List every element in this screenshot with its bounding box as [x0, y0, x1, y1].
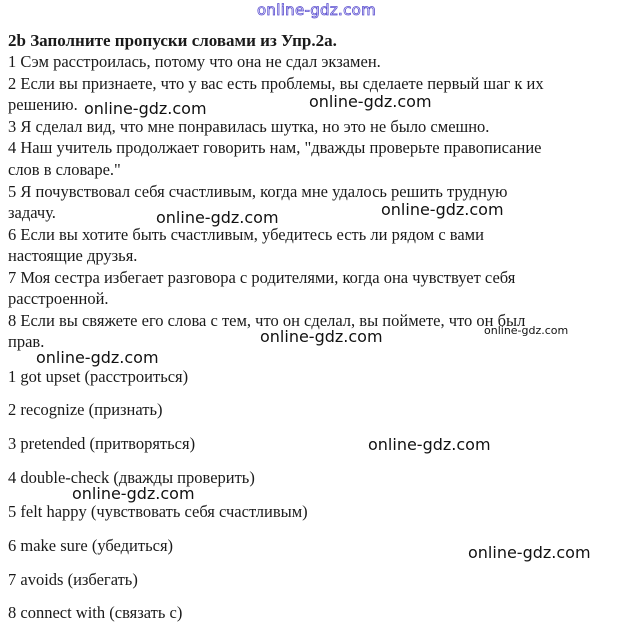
sentence-line: задачу.: [8, 203, 56, 222]
watermark: online-gdz.com: [368, 435, 491, 454]
sentence-line: решению.: [8, 95, 78, 114]
sentence-line: 8 Если вы свяжете его слова с тем, что он сделал, вы поймете, что он был: [8, 311, 526, 330]
watermark: online-gdz.com: [36, 348, 159, 367]
answer-line: 7 avoids (избегать): [8, 570, 138, 589]
watermark: online-gdz.com: [84, 99, 207, 118]
sentence-line: 7 Моя сестра избегает разговора с родителями, когда она чувствует себя: [8, 268, 516, 287]
top-watermark: online-gdz.com: [256, 1, 377, 19]
sentence-line: настоящие друзья.: [8, 246, 138, 265]
watermark: online-gdz.com: [260, 327, 383, 346]
sentence-line: 4 Наш учитель продолжает говорить нам, "дважды проверьте правописание: [8, 138, 542, 157]
sentence-line: 1 Сэм расстроилась, потому что она не сдал экзамен.: [8, 52, 381, 71]
answer-line: 5 felt happy (чувствовать себя счастливым): [8, 502, 308, 521]
sentence-line: расстроенной.: [8, 289, 109, 308]
sentence-line: прав.: [8, 332, 45, 351]
answer-line: 6 make sure (убедиться): [8, 536, 174, 555]
sentence-line: 5 Я почувствовал себя счастливым, когда мне удалось решить трудную: [8, 182, 508, 201]
watermark: online-gdz.com: [468, 543, 591, 562]
answer-line: 8 connect with (связать с): [8, 603, 183, 622]
answer-line: 4 double-check (дважды проверить): [8, 468, 255, 487]
watermark: online-gdz.com: [72, 484, 195, 503]
sentence-line: 3 Я сделал вид, что мне понравилась шутка, но это не было смешно.: [8, 117, 490, 136]
answer-line: 1 got upset (расстроиться): [8, 367, 189, 386]
sentence-line: слов в словаре.": [8, 160, 121, 179]
watermark: online-gdz.com: [484, 324, 569, 337]
answer-line: 2 recognize (признать): [8, 400, 163, 419]
exercise-title: 2b Заполните пропуски словами из Упр.2а.: [8, 31, 337, 50]
watermark: online-gdz.com: [381, 200, 504, 219]
answer-line: 3 pretended (притворяться): [8, 434, 196, 453]
sentence-line: 6 Если вы хотите быть счастливым, убедитесь есть ли рядом с вами: [8, 225, 484, 244]
watermark: online-gdz.com: [309, 92, 432, 111]
sentence-line: 2 Если вы признаете, что у вас есть проблемы, вы сделаете первый шаг к их: [8, 74, 544, 93]
watermark: online-gdz.com: [156, 208, 279, 227]
